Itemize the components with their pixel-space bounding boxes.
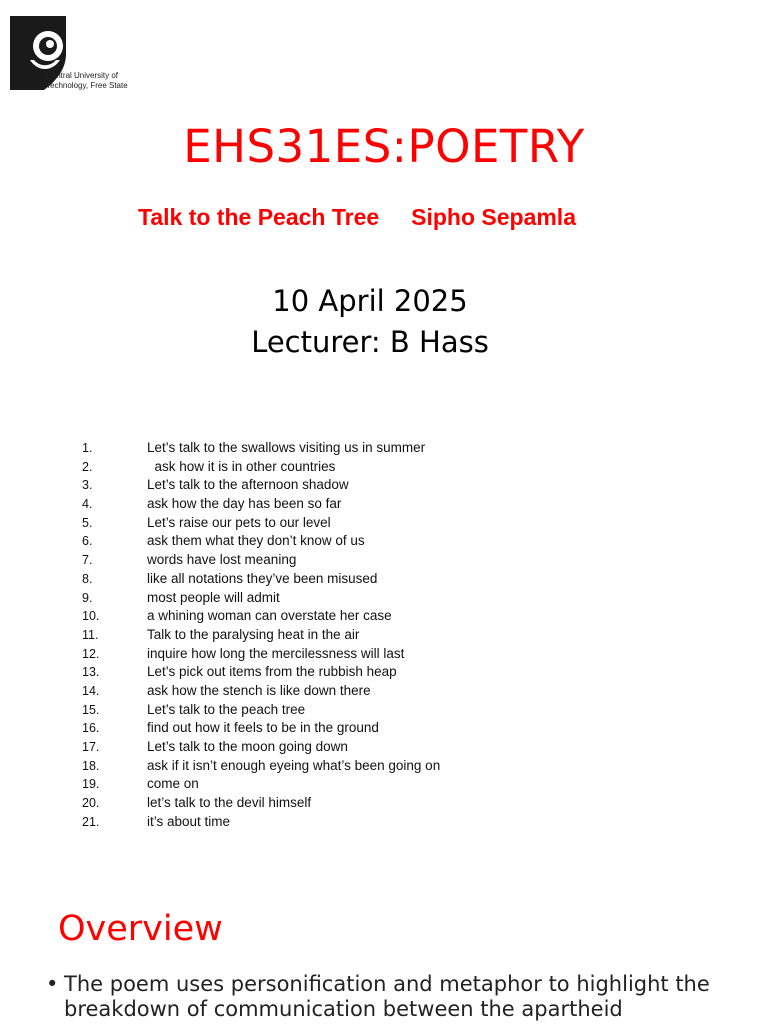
- poem-line-text: come on: [147, 776, 199, 792]
- poem-line-text: Let’s talk to the peach tree: [147, 701, 306, 717]
- logo-caption: [46, 71, 146, 91]
- poem-line-number: 8.: [82, 571, 93, 586]
- logo-text-line2: Technology, Free State: [46, 81, 128, 90]
- poem-line: [0, 439, 768, 458]
- poem-line: [0, 682, 768, 701]
- poem-line-text: let’s talk to the devil himself: [147, 795, 312, 811]
- poem-line-number: 4.: [82, 497, 93, 512]
- poem-line-number: 6.: [82, 534, 93, 549]
- poem-line-number: 2.: [82, 459, 93, 474]
- poem-line: [0, 495, 768, 514]
- poem-line-number: 10.: [82, 609, 100, 624]
- poem-line-number: 9.: [82, 590, 93, 605]
- poem-line-number: 3.: [82, 478, 93, 493]
- poem-lines-list: [0, 439, 768, 831]
- poem-line: [0, 645, 768, 664]
- poem-line-text: Let’s talk to the afternoon shadow: [147, 477, 349, 493]
- poem-line-number: 20.: [82, 796, 100, 811]
- poem-line-number: 14.: [82, 683, 100, 698]
- poem-line: [0, 607, 768, 626]
- poem-line-number: 16.: [82, 721, 100, 736]
- poem-line: [0, 589, 768, 608]
- poem-line: [0, 570, 768, 589]
- poem-line-number: 1.: [82, 441, 93, 455]
- poem-line: [0, 514, 768, 533]
- poem-title-author: Talk to the Peach Tree Sipho Sepamla: [138, 204, 576, 230]
- bullet-marker: •: [46, 972, 59, 996]
- poem-line-text: ask how the day has been so far: [147, 496, 342, 512]
- poem-line-text: ask how it is in other countries: [147, 458, 336, 474]
- poem-line: [0, 757, 768, 776]
- poem-line-text: find out how it feels to be in the ground: [147, 720, 379, 736]
- logo-text-line1: Central University of: [46, 71, 119, 80]
- slide-title: EHS31ES:POETRY: [183, 120, 585, 173]
- university-logo: [8, 14, 138, 94]
- poem-line-number: 7.: [82, 553, 93, 568]
- poem-line: [0, 775, 768, 794]
- poem-line-text: ask them what they don’t know of us: [147, 533, 365, 549]
- poem-line: [0, 738, 768, 757]
- poem-line-number: 19.: [82, 777, 100, 792]
- poem-line: [0, 458, 768, 477]
- poem-line: [0, 719, 768, 738]
- poem-line-text: a whining woman can overstate her case: [147, 608, 392, 624]
- poem-line-number: 13.: [82, 665, 100, 680]
- poem-line-text: like all notations they’ve been misused: [147, 570, 378, 586]
- lecturer-name: Lecturer: B Hass: [251, 325, 489, 359]
- poem-line-number: 15.: [82, 702, 100, 717]
- poem-line-number: 17.: [82, 740, 100, 754]
- poem-line: [0, 476, 768, 495]
- poem-line-text: Let’s talk to the moon going down: [147, 739, 348, 754]
- poem-line-text: Talk to the paralysing heat in the air: [147, 626, 360, 642]
- poem-line: [0, 701, 768, 720]
- poem-line: [0, 663, 768, 682]
- poem-line: [0, 794, 768, 813]
- poem-line-text: ask how the stench is like down there: [147, 682, 371, 698]
- poem-line-number: 18.: [82, 758, 100, 773]
- poem-line-text: words have lost meaning: [147, 552, 297, 568]
- poem-line-number: 12.: [82, 646, 100, 661]
- poem-line-text: it’s about time: [147, 813, 231, 829]
- poem-line-text: Let’s pick out items from the rubbish heap: [147, 664, 397, 680]
- poem-line-text: Let’s raise our pets to our level: [147, 514, 331, 530]
- lecture-date: 10 April 2025: [272, 284, 468, 318]
- poem-line-number: 21.: [82, 814, 100, 829]
- poem-line-number: 5.: [82, 515, 93, 530]
- poem-line-text: ask if it isn’t enough eyeing what’s been going on: [147, 757, 441, 773]
- poem-line-number: 11.: [82, 627, 99, 642]
- poem-line: [0, 532, 768, 551]
- poem-line: [0, 626, 768, 645]
- poem-line-text: most people will admit: [147, 589, 280, 605]
- poem-line-text: inquire how long the mercilessness will last: [147, 645, 405, 661]
- bullet-text: The poem uses personification and metaphor to highlight the breakdown of communication between the apartheid: [64, 972, 710, 1021]
- overview-heading: Overview: [58, 909, 223, 949]
- poem-line: [0, 813, 768, 832]
- poem-line: [0, 551, 768, 570]
- poem-line-text: Let’s talk to the swallows visiting us in summer: [147, 440, 426, 455]
